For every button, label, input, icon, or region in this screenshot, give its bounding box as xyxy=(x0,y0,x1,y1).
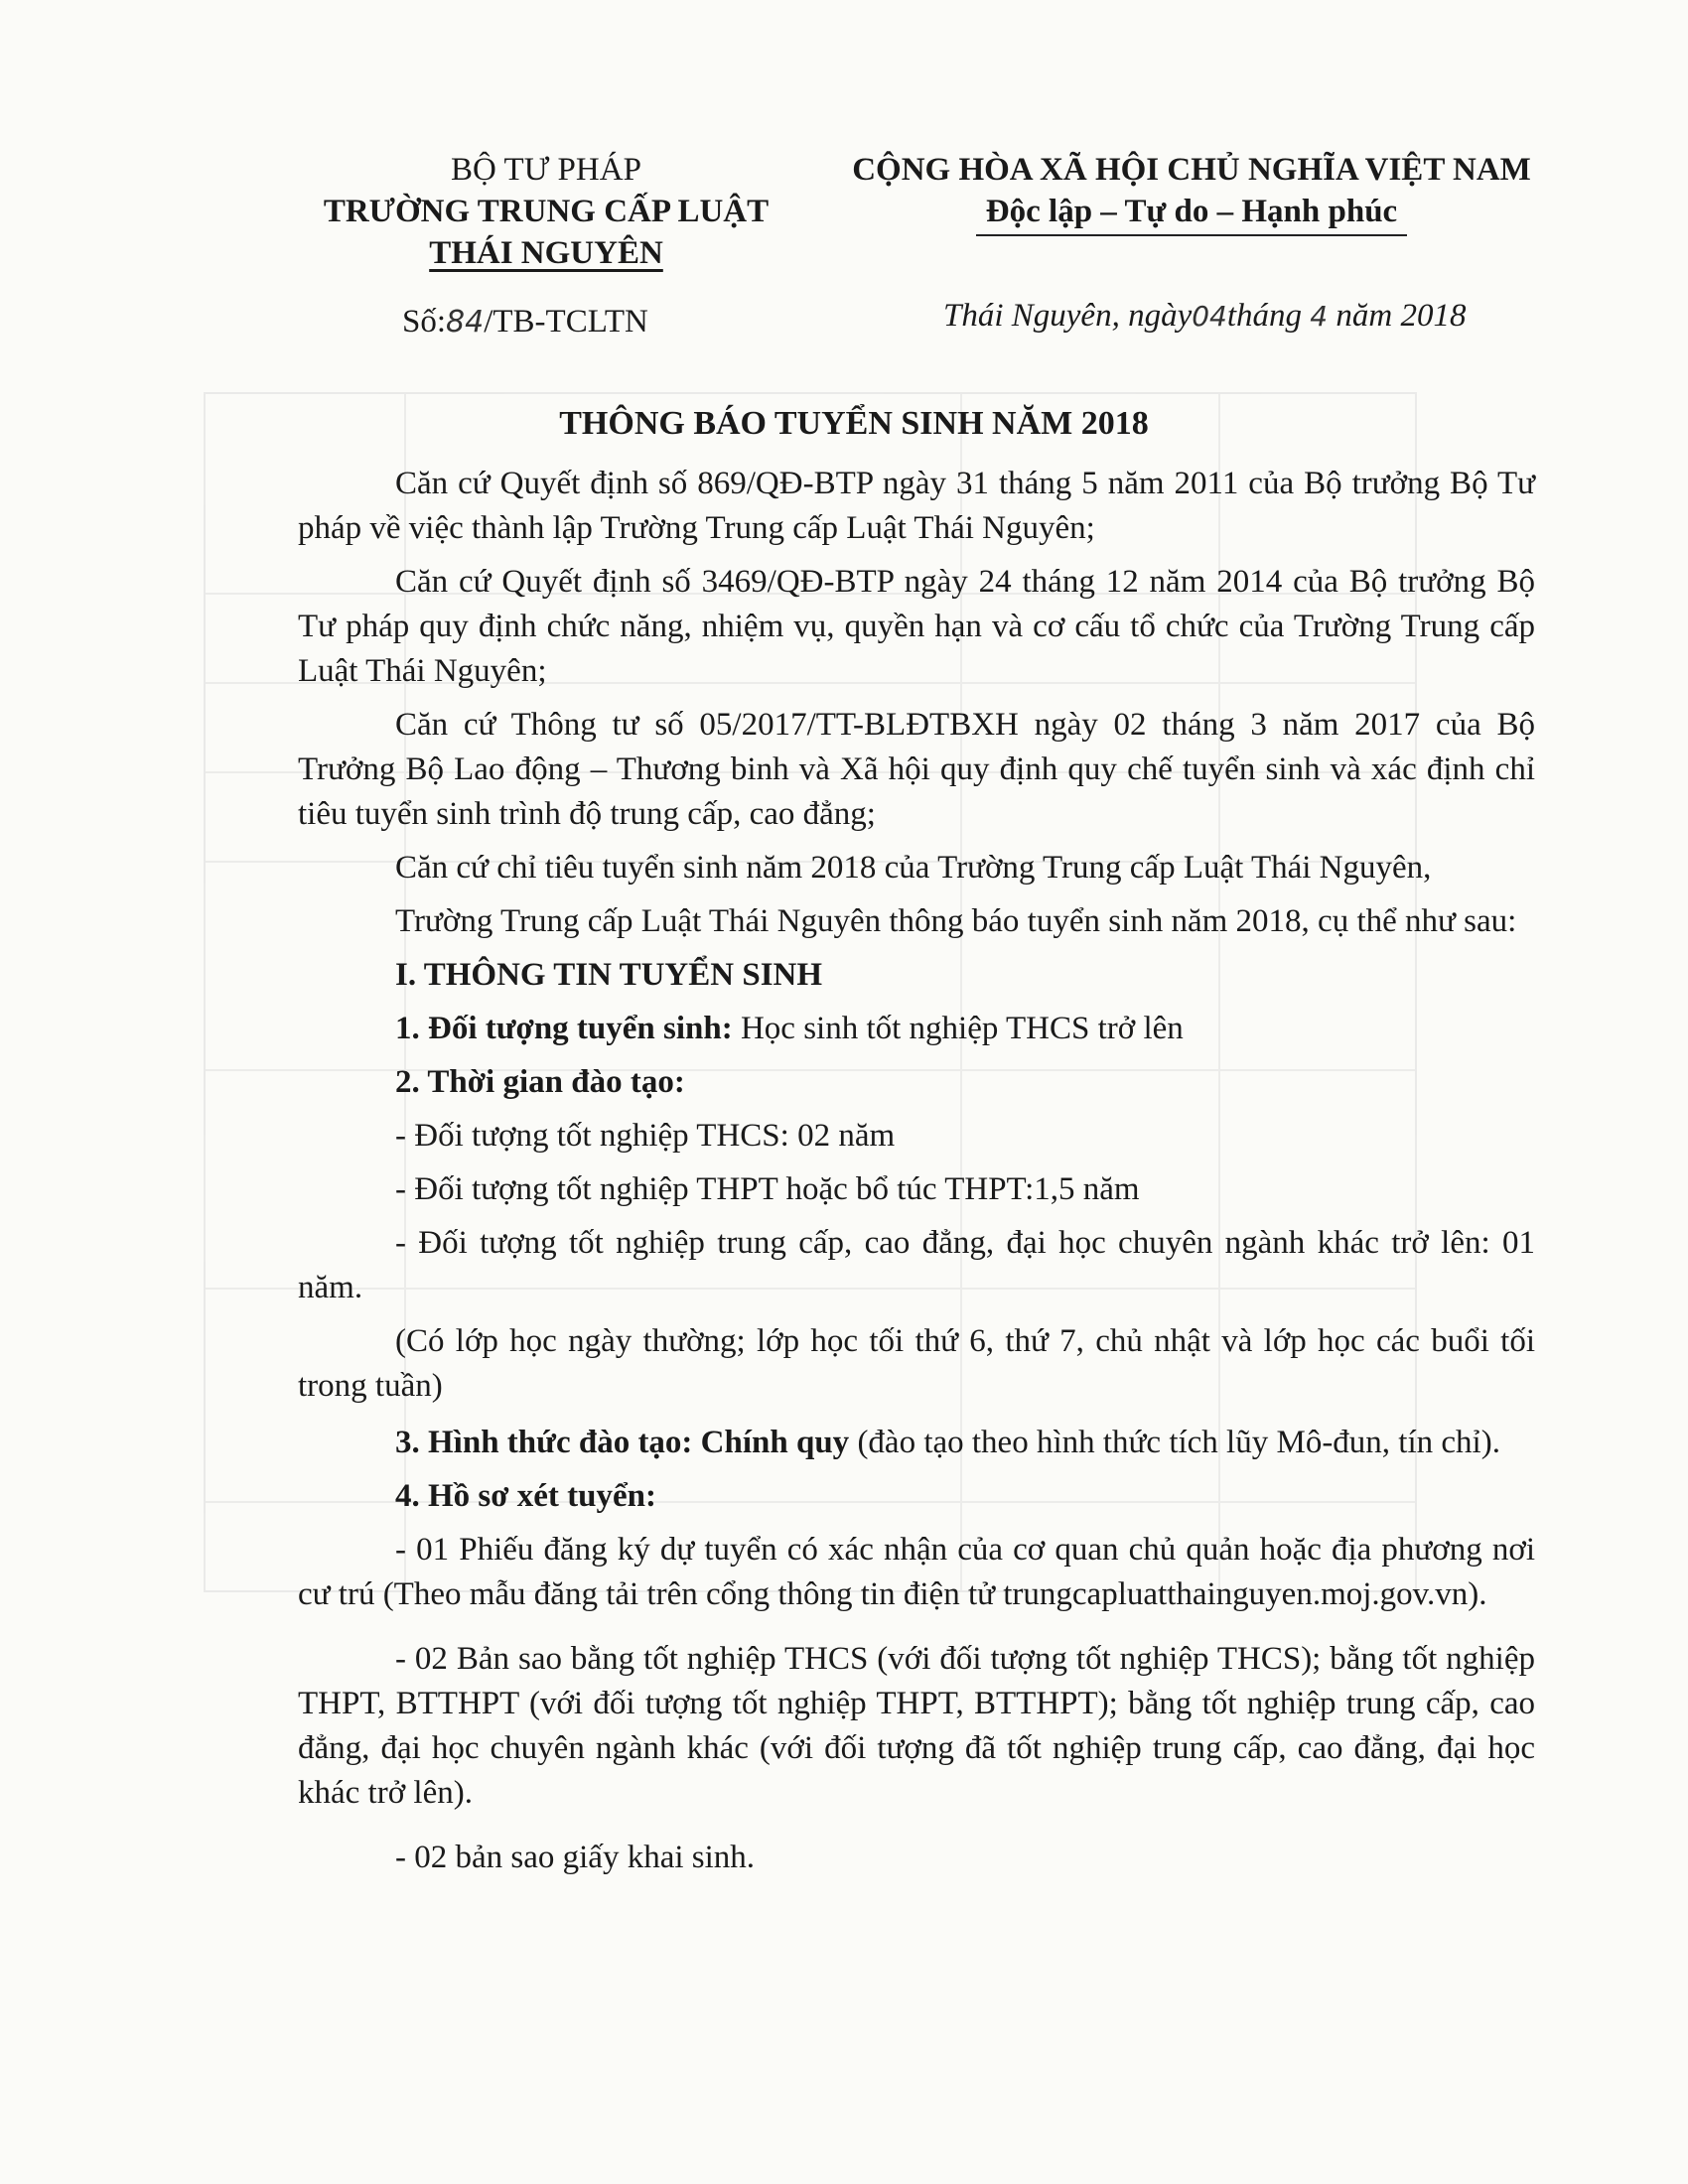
document-title: THÔNG BÁO TUYỂN SINH NĂM 2018 xyxy=(559,405,1149,442)
item-training-form: 3. Hình thức đào tạo: Chính quy (đào tạo theo hình thức tích lũy Mô-đun, tín chỉ). xyxy=(395,1425,1500,1460)
section-heading: I. THÔNG TIN TUYỂN SINH xyxy=(395,957,823,993)
item-target-students: 1. Đối tượng tuyển sinh: Học sinh tốt nghiệp THCS trở lên xyxy=(395,1011,1184,1046)
country-name: CỘNG HÒA XÃ HỘI CHỦ NGHĨA VIỆT NAM xyxy=(852,152,1531,188)
preamble-paragraph: Căn cứ chỉ tiêu tuyển sinh năm 2018 của Trường Trung cấp Luật Thái Nguyên, xyxy=(395,850,1432,886)
preamble-paragraph: Căn cứ Quyết định số 3469/QĐ-BTP ngày 24 tháng 12 năm 2014 của Bộ trưởng Bộ Tư pháp quy định chức năng, nhiệm vụ, quyền hạn và cơ cấu tổ chức của Trường Trung cấp Luật Thái Nguyên; xyxy=(298,564,1535,689)
school-name-line1: TRƯỜNG TRUNG CẤP LUẬT xyxy=(323,194,770,229)
application-line: - 01 Phiếu đăng ký dự tuyển có xác nhận của cơ quan chủ quản hoặc địa phương nơi cư trú (Theo mẫu đăng tải trên cổng thông tin điện tử trungcapluatthainguyen.moj.gov.vn). xyxy=(298,1532,1535,1612)
document-number: Số:84/TB-TCLTN xyxy=(402,304,648,340)
duration-note: (Có lớp học ngày thường; lớp học tối thứ 6, thứ 7, chủ nhật và lớp học các buổi tối trong tuần) xyxy=(298,1323,1535,1404)
duration-line: - Đối tượng tốt nghiệp THCS: 02 năm xyxy=(395,1118,896,1154)
place-and-date: Thái Nguyên, ngày04tháng 4 năm 2018 xyxy=(943,298,1467,334)
ministry-name: BỘ TƯ PHÁP xyxy=(451,152,641,188)
application-line: - 02 bản sao giấy khai sinh. xyxy=(395,1840,756,1875)
duration-line: - Đối tượng tốt nghiệp THPT hoặc bổ túc THPT:1,5 năm xyxy=(395,1171,1140,1207)
document-body xyxy=(298,462,1535,1889)
handwritten-number: 84 xyxy=(446,305,485,340)
handwritten-month: 4 xyxy=(1310,300,1329,333)
item-application-label: 4. Hồ sơ xét tuyển: xyxy=(395,1478,657,1514)
preamble-paragraph: Căn cứ Quyết định số 869/QĐ-BTP ngày 31 tháng 5 năm 2011 của Bộ trưởng Bộ Tư pháp về việc thành lập Trường Trung cấp Luật Thái Nguyên; xyxy=(298,466,1535,546)
motto: Độc lập – Tự do – Hạnh phúc xyxy=(986,191,1397,232)
national-heading xyxy=(814,149,1569,232)
duration-line: - Đối tượng tốt nghiệp trung cấp, cao đẳng, đại học chuyên ngành khác trở lên: 01 năm. xyxy=(298,1225,1535,1305)
preamble-paragraph: Căn cứ Thông tư số 05/2017/TT-BLĐTBXH ngày 02 tháng 3 năm 2017 của Bộ Trưởng Bộ Lao động – Thương binh và Xã hội quy định quy chế tuyển sinh và xác định chỉ tiêu tuyển sinh trình độ trung cấp, cao đẳng; xyxy=(298,707,1535,832)
preamble-paragraph: Trường Trung cấp Luật Thái Nguyên thông báo tuyển sinh năm 2018, cụ thể như sau: xyxy=(395,903,1517,939)
application-line: - 02 Bản sao bằng tốt nghiệp THCS (với đối tượng tốt nghiệp THCS); bằng tốt nghiệp THPT, BTTHPT (với đối tượng tốt nghiệp THPT, BTTHPT); bằng tốt nghiệp trung cấp, cao đẳng, đại học chuyên ngành khác (với đối tượng đã tốt nghiệp trung cấp, cao đẳng, đại học khác trở lên). xyxy=(298,1641,1535,1811)
handwritten-day: 04 xyxy=(1192,300,1227,333)
issuer-block xyxy=(278,149,814,274)
item-training-duration-label: 2. Thời gian đào tạo: xyxy=(395,1064,685,1100)
school-name-line2: THÁI NGUYÊN xyxy=(429,235,663,271)
